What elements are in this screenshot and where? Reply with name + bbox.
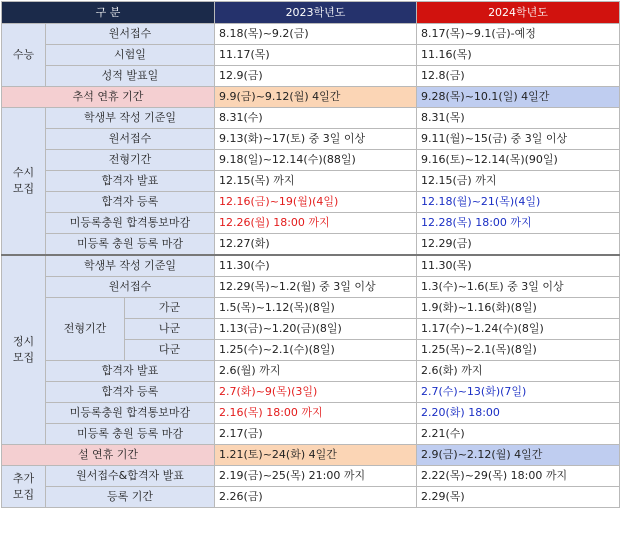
- value-2024: 2.22(목)~29(목) 18:00 까지: [417, 466, 620, 487]
- row-label: 학생부 작성 기준일: [46, 255, 215, 277]
- row-label: 성적 발표일: [46, 66, 215, 87]
- holiday-row-chuseok: [2, 87, 620, 108]
- holiday-2024: 2.9(금)~2.12(월) 4일간: [417, 445, 620, 466]
- table-row: [2, 45, 620, 66]
- row-label: 전형기간: [46, 150, 215, 171]
- holiday-2024: 9.28(목)~10.1(일) 4일간: [417, 87, 620, 108]
- group-jeongsi: [2, 255, 46, 445]
- value-2023: 2.17(금): [215, 424, 417, 445]
- value-2024: 1.3(수)~1.6(토) 중 3일 이상: [417, 277, 620, 298]
- value-2023: 1.5(목)~1.12(목)(8일): [215, 298, 417, 319]
- value-2024: 2.7(수)~13(화)(7일): [417, 382, 620, 403]
- table-row: [2, 382, 620, 403]
- table-row: [2, 487, 620, 508]
- value-2024: 12.18(월)~21(목)(4일): [417, 192, 620, 213]
- table-row: [2, 108, 620, 129]
- value-2023: 8.18(목)~9.2(금): [215, 24, 417, 45]
- sub-label: 나군: [125, 319, 215, 340]
- value-2024: 2.6(화) 까지: [417, 361, 620, 382]
- row-label: 등록 기간: [46, 487, 215, 508]
- row-label: 합격자 발표: [46, 361, 215, 382]
- header-2023: 2023학년도: [215, 2, 417, 24]
- header-2024: 2024학년도: [417, 2, 620, 24]
- table-row: [2, 24, 620, 45]
- value-2024: 11.16(목): [417, 45, 620, 66]
- value-2023: 8.31(수): [215, 108, 417, 129]
- schedule-table: [1, 1, 620, 508]
- value-2023: 9.13(화)~17(토) 중 3일 이상: [215, 129, 417, 150]
- value-2023: 2.6(월) 까지: [215, 361, 417, 382]
- value-2023: 12.16(금)~19(월)(4일): [215, 192, 417, 213]
- row-label: 시험일: [46, 45, 215, 66]
- value-2023: 2.16(목) 18:00 까지: [215, 403, 417, 424]
- value-2024: 9.16(토)~12.14(목)(90일): [417, 150, 620, 171]
- value-2024: 8.31(목): [417, 108, 620, 129]
- row-label: 합격자 등록: [46, 382, 215, 403]
- group-suneung: 수능: [2, 24, 46, 87]
- value-2023: 12.15(목) 까지: [215, 171, 417, 192]
- holiday-2023: 9.9(금)~9.12(월) 4일간: [215, 87, 417, 108]
- table-row: [2, 466, 620, 487]
- table-row: [2, 255, 620, 277]
- value-2023: 12.29(목)~1.2(월) 중 3일 이상: [215, 277, 417, 298]
- row-label-jeonhyeong: 전형기간: [46, 298, 125, 361]
- value-2024: 12.29(금): [417, 234, 620, 256]
- value-2023: 2.19(금)~25(목) 21:00 까지: [215, 466, 417, 487]
- value-2024: 1.9(화)~1.16(화)(8일): [417, 298, 620, 319]
- value-2023: 12.27(화): [215, 234, 417, 256]
- row-label: 원서접수&합격자 발표: [46, 466, 215, 487]
- row-label: 합격자 발표: [46, 171, 215, 192]
- value-2023: 2.7(화)~9(목)(3일): [215, 382, 417, 403]
- group-line: 수시: [12, 166, 35, 179]
- value-2023: 2.26(금): [215, 487, 417, 508]
- value-2024: 2.29(목): [417, 487, 620, 508]
- value-2024: 12.8(금): [417, 66, 620, 87]
- table-row: [2, 424, 620, 445]
- value-2024: 2.20(화) 18:00: [417, 403, 620, 424]
- row-label: 학생부 작성 기준일: [46, 108, 215, 129]
- holiday-2023: 1.21(토)~24(화) 4일간: [215, 445, 417, 466]
- table-row: [2, 213, 620, 234]
- value-2023: 9.18(일)~12.14(수)(88일): [215, 150, 417, 171]
- table-row: [2, 277, 620, 298]
- table-row: [2, 298, 620, 319]
- value-2023: 12.26(월) 18:00 까지: [215, 213, 417, 234]
- table-row: [2, 361, 620, 382]
- sub-label: 다군: [125, 340, 215, 361]
- table-row: [2, 150, 620, 171]
- group-line: 모집: [12, 182, 35, 195]
- table-row: [2, 192, 620, 213]
- row-label: 합격자 등록: [46, 192, 215, 213]
- group-chuga: [2, 466, 46, 508]
- header-row: [2, 2, 620, 24]
- table-row: [2, 403, 620, 424]
- value-2023: 1.25(수)~2.1(수)(8일): [215, 340, 417, 361]
- holiday-label: 설 연휴 기간: [2, 445, 215, 466]
- value-2024: 12.15(금) 까지: [417, 171, 620, 192]
- value-2024: 8.17(목)~9.1(금)-예정: [417, 24, 620, 45]
- value-2023: 1.13(금)~1.20(금)(8일): [215, 319, 417, 340]
- holiday-row-seollal: [2, 445, 620, 466]
- value-2024: 11.30(목): [417, 255, 620, 277]
- table-row: [2, 171, 620, 192]
- sub-label: 가군: [125, 298, 215, 319]
- table-row: [2, 234, 620, 256]
- holiday-label: 추석 연휴 기간: [2, 87, 215, 108]
- value-2023: 12.9(금): [215, 66, 417, 87]
- value-2023: 11.30(수): [215, 255, 417, 277]
- row-label: 미등록충원 합격통보마감: [46, 403, 215, 424]
- group-line: 모집: [12, 351, 35, 364]
- value-2024: 1.17(수)~1.24(수)(8일): [417, 319, 620, 340]
- row-label: 원서접수: [46, 277, 215, 298]
- value-2024: 9.11(월)~15(금) 중 3일 이상: [417, 129, 620, 150]
- value-2024: 12.28(목) 18:00 까지: [417, 213, 620, 234]
- group-line: 모집: [12, 487, 35, 501]
- group-line: 정시: [12, 335, 35, 348]
- value-2024: 2.21(수): [417, 424, 620, 445]
- row-label: 미등록 충원 등록 마감: [46, 234, 215, 256]
- group-susi: [2, 108, 46, 256]
- value-2023: 11.17(목): [215, 45, 417, 66]
- row-label: 원서접수: [46, 129, 215, 150]
- group-line: 추가: [12, 471, 35, 485]
- table-row: [2, 66, 620, 87]
- row-label: 미등록 충원 등록 마감: [46, 424, 215, 445]
- row-label: 원서접수: [46, 24, 215, 45]
- header-category: 구 분: [2, 2, 215, 24]
- row-label: 미등록충원 합격통보마감: [46, 213, 215, 234]
- table-row: [2, 129, 620, 150]
- value-2024: 1.25(목)~2.1(목)(8일): [417, 340, 620, 361]
